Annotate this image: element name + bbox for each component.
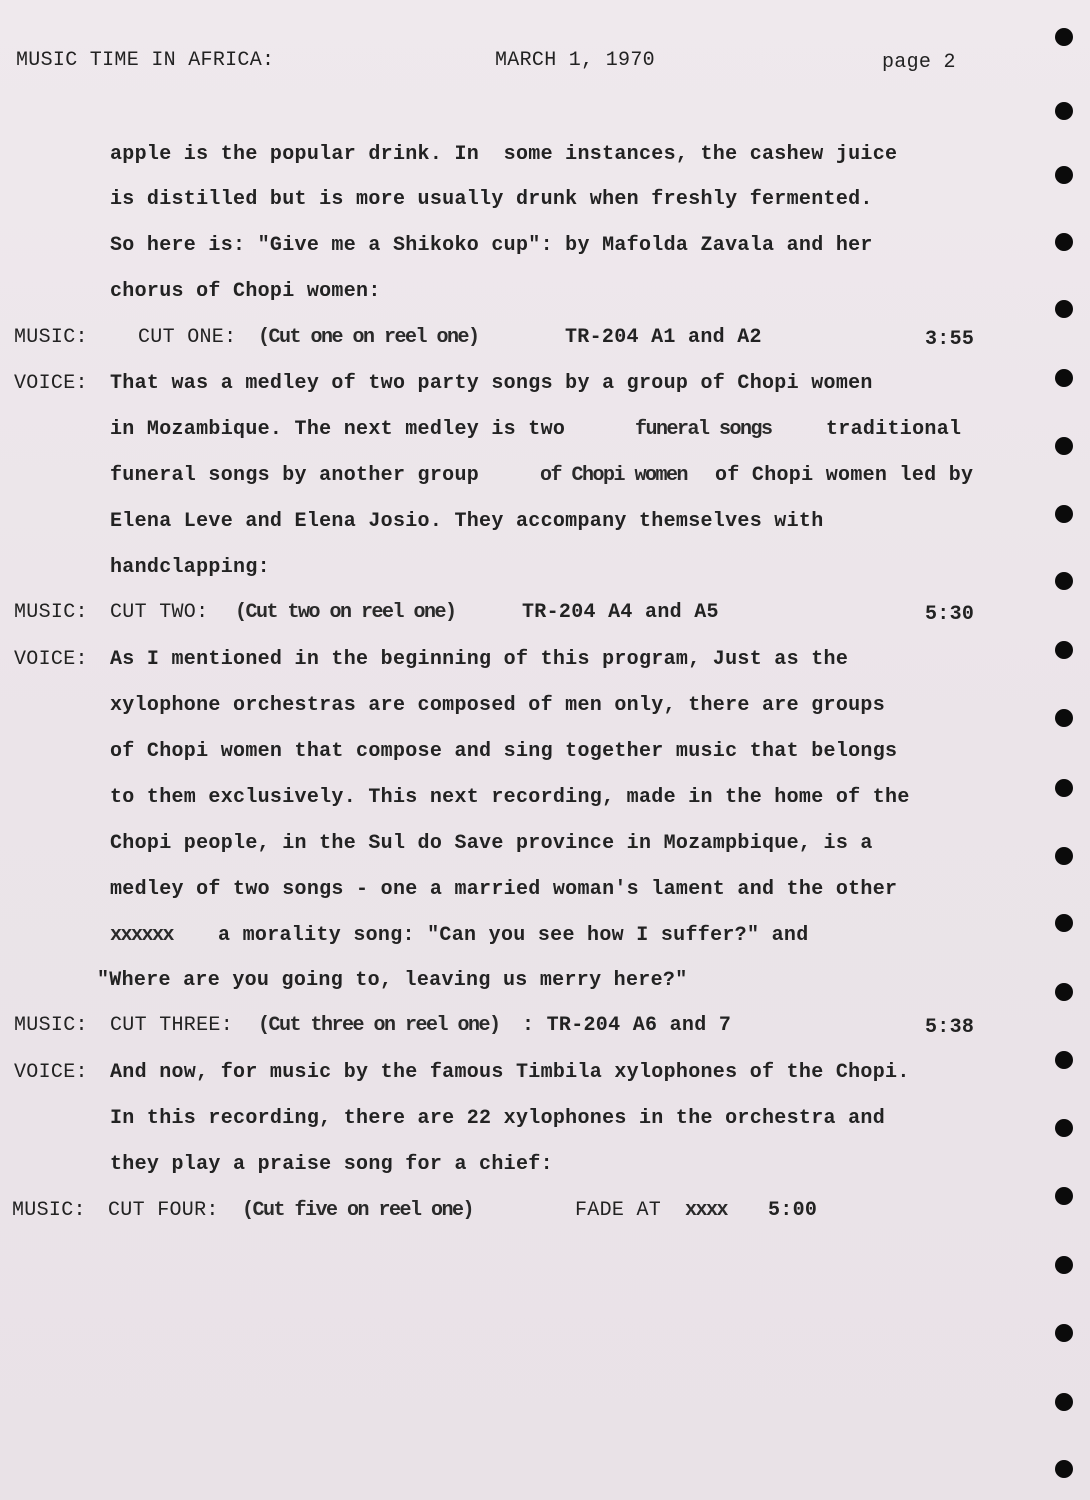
cut-duration: 5:38 <box>925 1016 975 1039</box>
punch-hole <box>1055 102 1073 120</box>
punch-hole <box>1055 1119 1073 1137</box>
cue-label-voice: VOICE: <box>14 1061 88 1084</box>
cue-label-music: MUSIC: <box>14 326 88 349</box>
punch-hole <box>1055 983 1073 1001</box>
punch-hole <box>1055 1256 1073 1274</box>
punch-hole <box>1055 709 1073 727</box>
punch-hole <box>1055 641 1073 659</box>
voice-line: As I mentioned in the beginning of this program, Just as the <box>110 648 849 671</box>
struck-through-text: (Cut one on reel one) <box>258 326 479 349</box>
cut-duration: 5:30 <box>925 603 975 626</box>
program-title: MUSIC TIME IN AFRICA: <box>16 49 275 72</box>
voice-line: in Mozambique. The next medley is two <box>110 418 566 441</box>
punch-hole <box>1055 1187 1073 1205</box>
punch-hole <box>1055 847 1073 865</box>
cue-label-voice: VOICE: <box>14 372 88 395</box>
voice-line: a morality song: "Can you see how I suffer?" and <box>218 924 809 947</box>
voice-line: traditional <box>826 418 962 441</box>
punch-hole <box>1055 1051 1073 1069</box>
voice-line: of Chopi women led by <box>715 464 974 487</box>
broadcast-date: MARCH 1, 1970 <box>495 49 655 72</box>
intro-line: So here is: "Give me a Shikoko cup": by Mafolda Zavala and her <box>110 234 873 257</box>
punch-hole <box>1055 1460 1073 1478</box>
punch-hole <box>1055 300 1073 318</box>
punch-hole <box>1055 1324 1073 1342</box>
track-reference: TR-204 A4 and A5 <box>522 601 719 624</box>
cut-title: CUT FOUR: <box>108 1199 219 1222</box>
cue-label-voice: VOICE: <box>14 648 88 671</box>
voice-line: And now, for music by the famous Timbila xylophones of the Chopi. <box>110 1061 910 1084</box>
punch-hole <box>1055 28 1073 46</box>
voice-line: xylophone orchestras are composed of men only, there are groups <box>110 694 886 717</box>
voice-line: handclapping: <box>110 556 270 579</box>
struck-through-text: (Cut two on reel one) <box>235 601 456 624</box>
struck-through-text: xxxx <box>685 1199 728 1222</box>
intro-line: chorus of Chopi women: <box>110 280 381 303</box>
voice-line: Chopi people, in the Sul do Save province in Mozampbique, is a <box>110 832 873 855</box>
punch-hole <box>1055 369 1073 387</box>
cut-title: CUT ONE: <box>138 326 237 349</box>
cut-duration: 5:00 <box>768 1199 818 1222</box>
punch-hole <box>1055 779 1073 797</box>
punch-hole <box>1055 166 1073 184</box>
track-reference: : TR-204 A6 and 7 <box>522 1014 732 1037</box>
cue-label-music: MUSIC: <box>14 601 88 624</box>
intro-line: apple is the popular drink. In some instances, the cashew juice <box>110 143 898 166</box>
voice-line: to them exclusively. This next recording, made in the home of the <box>110 786 910 809</box>
struck-through-text: of Chopi women <box>540 464 688 487</box>
track-reference: TR-204 A1 and A2 <box>565 326 762 349</box>
cut-title: CUT THREE: <box>110 1014 234 1037</box>
struck-through-text: funeral songs <box>635 418 772 441</box>
voice-line: of Chopi women that compose and sing together music that belongs <box>110 740 898 763</box>
voice-line: funeral songs by another group <box>110 464 480 487</box>
punch-hole <box>1055 233 1073 251</box>
punch-hole <box>1055 437 1073 455</box>
punch-hole <box>1055 572 1073 590</box>
struck-through-text: (Cut three on reel one) <box>258 1014 500 1037</box>
cut-title: CUT TWO: <box>110 601 209 624</box>
voice-line: In this recording, there are 22 xylophones in the orchestra and <box>110 1107 886 1130</box>
cut-duration: 3:55 <box>925 328 975 351</box>
voice-line: Elena Leve and Elena Josio. They accompany themselves with <box>110 510 824 533</box>
voice-line: they play a praise song for a chief: <box>110 1153 553 1176</box>
voice-line: "Where are you going to, leaving us merry here?" <box>97 969 688 992</box>
cue-label-music: MUSIC: <box>12 1199 86 1222</box>
cue-label-music: MUSIC: <box>14 1014 88 1037</box>
voice-line: medley of two songs - one a married woman's lament and the other <box>110 878 898 901</box>
struck-through-text: (Cut five on reel one) <box>242 1199 474 1222</box>
intro-line: is distilled but is more usually drunk when freshly fermented. <box>110 188 873 211</box>
voice-line: That was a medley of two party songs by a group of Chopi women <box>110 372 873 395</box>
page-number: page 2 <box>882 51 956 74</box>
struck-through-text: xxxxxx <box>110 924 174 947</box>
track-reference: FADE AT <box>575 1199 662 1222</box>
punch-hole <box>1055 914 1073 932</box>
punch-hole <box>1055 505 1073 523</box>
punch-hole <box>1055 1393 1073 1411</box>
